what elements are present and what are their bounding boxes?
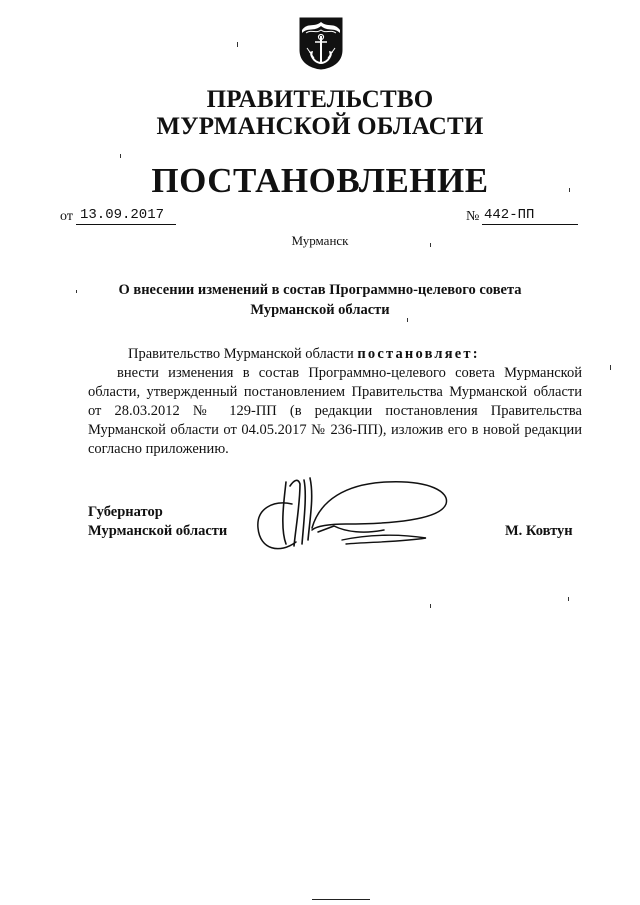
government-title-line1: ПРАВИТЕЛЬСТВО bbox=[206, 86, 434, 113]
document-number: 442-ПП bbox=[482, 206, 578, 225]
number-prefix: № bbox=[466, 209, 480, 224]
document-type-title: ПОСТАНОВЛЕНИЕ bbox=[151, 161, 489, 200]
subject-line2: Мурманской области bbox=[250, 302, 390, 318]
signer-title-line2: Мурманской области bbox=[88, 523, 228, 539]
murmansk-coat-of-arms-icon bbox=[298, 16, 344, 70]
scan-speck bbox=[610, 365, 611, 370]
scan-speck bbox=[430, 604, 431, 608]
scan-speck bbox=[430, 243, 431, 247]
scan-speck bbox=[76, 290, 77, 293]
body-decree: внести изменения в состав Программно-целевого совета Мурманской области, утвержденный постановлением Правительства Мурманской области от 28.03.2012 № 129-ПП (в редакции постановления Правительства Мурманской области от 04.05.2017 № 236-ПП), изложив его в новой редакции согласно приложению. bbox=[88, 365, 582, 457]
signer-title bbox=[88, 503, 227, 541]
body-intro-keyword: постановляет: bbox=[357, 346, 480, 362]
document-body bbox=[88, 345, 582, 459]
signer-name: М. Ковтун bbox=[505, 523, 573, 539]
date-prefix: от bbox=[60, 209, 73, 224]
scan-speck bbox=[568, 597, 569, 601]
bottom-rule bbox=[312, 899, 370, 900]
scan-speck bbox=[120, 154, 121, 158]
body-intro bbox=[88, 345, 582, 364]
signer-title-line1: Губернатор bbox=[88, 504, 163, 520]
body-intro-text: Правительство Мурманской области bbox=[128, 346, 358, 362]
handwritten-signature bbox=[250, 470, 460, 560]
document-subject bbox=[80, 280, 560, 320]
document-city: Мурманск bbox=[291, 233, 349, 248]
scan-speck bbox=[237, 42, 238, 47]
scan-speck bbox=[569, 188, 570, 192]
scan-speck bbox=[407, 318, 408, 322]
government-title-line2: МУРМАНСКОЙ ОБЛАСТИ bbox=[156, 113, 484, 140]
subject-line1: О внесении изменений в состав Программно-целевого совета bbox=[118, 282, 522, 298]
document-date: 13.09.2017 bbox=[76, 206, 176, 225]
